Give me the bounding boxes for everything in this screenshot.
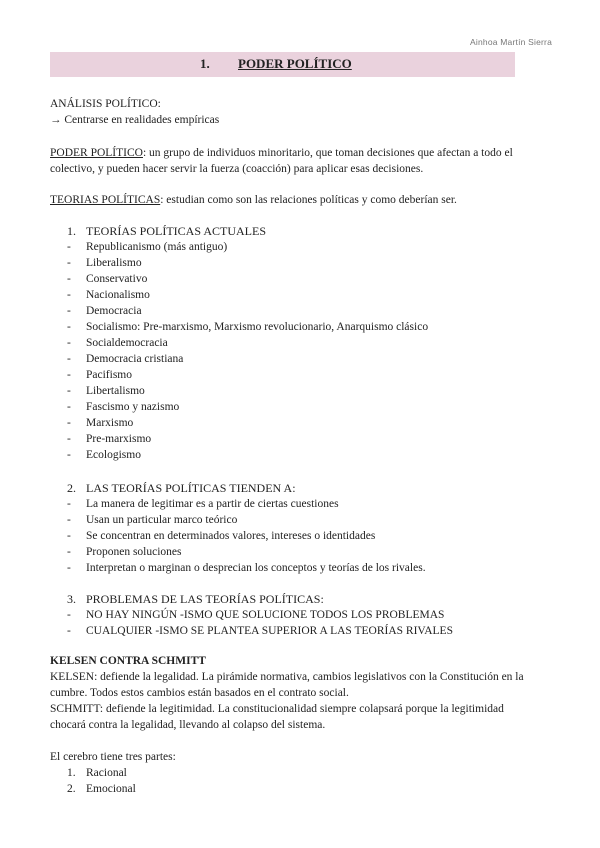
poder-line-1	[50, 145, 550, 161]
section1-item	[67, 415, 428, 431]
section2-number: 2.	[67, 481, 76, 495]
bullet-marker: -	[67, 609, 71, 621]
section1-item-text: Pre-marxismo	[86, 433, 152, 445]
schmitt-line-2: chocará contra la legalidad, llevando al colapso del sistema.	[50, 719, 326, 731]
section1-item-text: Nacionalismo	[86, 289, 150, 301]
cerebro-list	[67, 765, 136, 797]
section1-item-text: Liberalismo	[86, 257, 142, 269]
section1-item	[67, 351, 428, 367]
section2-item-text: Proponen soluciones	[86, 546, 182, 558]
cerebro-item-label: Racional	[86, 767, 127, 779]
teorias-def: : estudian como son las relaciones políticas y como deberían ser.	[160, 194, 457, 206]
section2-item-text: Se concentran en determinados valores, intereses o identidades	[86, 530, 376, 542]
section1-heading	[67, 223, 266, 239]
section3-item-text: NO HAY NINGÚN -ISMO QUE SOLUCIONE TODOS LOS PROBLEMAS	[86, 609, 445, 621]
bullet-marker: -	[67, 273, 71, 285]
poder-definition	[50, 145, 550, 177]
section1-item	[67, 335, 428, 351]
cerebro-item	[67, 781, 136, 797]
title-number: 1.	[200, 56, 210, 71]
bullet-marker: -	[67, 401, 71, 413]
bullet-marker: -	[67, 337, 71, 349]
section2-item	[67, 544, 426, 560]
cerebro-item-label: Emocional	[86, 783, 136, 795]
section1-item	[67, 271, 428, 287]
bullet-marker: -	[67, 546, 71, 558]
section1-item	[67, 431, 428, 447]
cerebro-item	[67, 765, 136, 781]
section3-title: PROBLEMAS DE LAS TEORÍAS POLÍTICAS:	[86, 592, 324, 606]
section3-item-text: CUALQUIER -ISMO SE PLANTEA SUPERIOR A LAS TEORÍAS RIVALES	[86, 625, 453, 637]
section1-item	[67, 447, 428, 463]
bullet-marker: -	[67, 305, 71, 317]
section1-item-text: Socialismo: Pre-marxismo, Marxismo revolucionario, Anarquismo clásico	[86, 321, 429, 333]
section3-list	[67, 607, 453, 639]
section1-item	[67, 383, 428, 399]
bullet-marker: -	[67, 369, 71, 381]
bullet-marker: -	[67, 417, 71, 429]
poder-term: PODER POLÍTICO	[50, 147, 143, 159]
section2-item-text: Usan un particular marco teórico	[86, 514, 238, 526]
bullet-marker: -	[67, 353, 71, 365]
section1-item	[67, 255, 428, 271]
section1-title: TEORÍAS POLÍTICAS ACTUALES	[86, 224, 267, 238]
section1-item-text: Pacifismo	[86, 369, 132, 381]
bullet-marker: -	[67, 562, 71, 574]
bullet-marker: -	[67, 241, 71, 253]
section3-item	[67, 623, 453, 639]
section2-item	[67, 560, 426, 576]
section2-item-text: La manera de legitimar es a partir de ciertas cuestiones	[86, 498, 339, 510]
section1-list	[67, 239, 428, 463]
bullet-marker: -	[67, 433, 71, 445]
bullet-marker: -	[67, 289, 71, 301]
bullet-marker: -	[67, 625, 71, 637]
section1-item-text: Libertalismo	[86, 385, 145, 397]
section1-item-text: Republicanismo (más antiguo)	[86, 241, 228, 253]
section1-item	[67, 399, 428, 415]
section1-item-text: Fascismo y nazismo	[86, 401, 180, 413]
bullet-marker: -	[67, 449, 71, 461]
bullet-marker: -	[67, 385, 71, 397]
teorias-term: TEORIAS POLÍTICAS	[50, 194, 161, 206]
section3-item	[67, 607, 453, 623]
section2-item	[67, 528, 426, 544]
cerebro-item-number: 1.	[67, 767, 76, 779]
section1-item	[67, 303, 428, 319]
section2-item	[67, 512, 426, 528]
section1-item	[67, 287, 428, 303]
bullet-marker: -	[67, 257, 71, 269]
section2-item	[67, 496, 426, 512]
cerebro-intro: El cerebro tiene tres partes:	[50, 751, 176, 763]
bullet-marker: -	[67, 498, 71, 510]
bullet-marker: -	[67, 321, 71, 333]
section1-item	[67, 319, 428, 335]
kelsen-line-2: cumbre. Todos estos cambios están basados en el contrato social.	[50, 687, 349, 699]
section1-item-text: Marxismo	[86, 417, 134, 429]
section1-item	[67, 367, 428, 383]
section2-list	[67, 496, 426, 576]
analisis-label: ANÁLISIS POLÍTICO:	[50, 98, 161, 110]
section1-item	[67, 239, 428, 255]
section2-item-text: Interpretan o marginan o desprecian los conceptos y teorías de los rivales.	[86, 562, 426, 574]
section1-item-text: Conservativo	[86, 273, 148, 285]
bullet-marker: -	[67, 514, 71, 526]
poder-def-1: : un grupo de individuos minoritario, que toman decisiones que afectan a todo el	[142, 147, 513, 159]
kelsen-paragraph	[50, 669, 550, 733]
section1-item-text: Democracia cristiana	[86, 353, 184, 365]
teorias-definition	[50, 193, 457, 208]
author-name: Ainhoa Martín Sierra	[470, 37, 552, 47]
section1-item-text: Socialdemocracia	[86, 337, 168, 349]
schmitt-line-1: SCHMITT: defiende la legitimidad. La constitucionalidad siempre colapsará porque la legitimidad	[50, 703, 504, 715]
kelsen-heading: KELSEN CONTRA SCHMITT	[50, 655, 206, 667]
analisis-point: → Centrarse en realidades empíricas	[50, 114, 220, 126]
section1-item-text: Democracia	[86, 305, 142, 317]
section3-number: 3.	[67, 592, 76, 606]
bullet-marker: -	[67, 530, 71, 542]
section1-item-text: Ecologismo	[86, 449, 141, 461]
section3-heading	[67, 591, 324, 607]
section2-title: LAS TEORÍAS POLÍTICAS TIENDEN A:	[86, 481, 296, 495]
poder-def-2: colectivo, y pueden hacer servir la fuerza (coacción) para aplicar esas decisiones.	[50, 163, 424, 175]
cerebro-item-number: 2.	[67, 783, 76, 795]
kelsen-line-1: KELSEN: defiende la legalidad. La pirámide normativa, cambios legislativos con la Constitución en la	[50, 671, 524, 683]
section1-number: 1.	[67, 224, 76, 238]
page-title: PODER POLÍTICO	[238, 56, 352, 71]
section2-heading	[67, 480, 296, 496]
